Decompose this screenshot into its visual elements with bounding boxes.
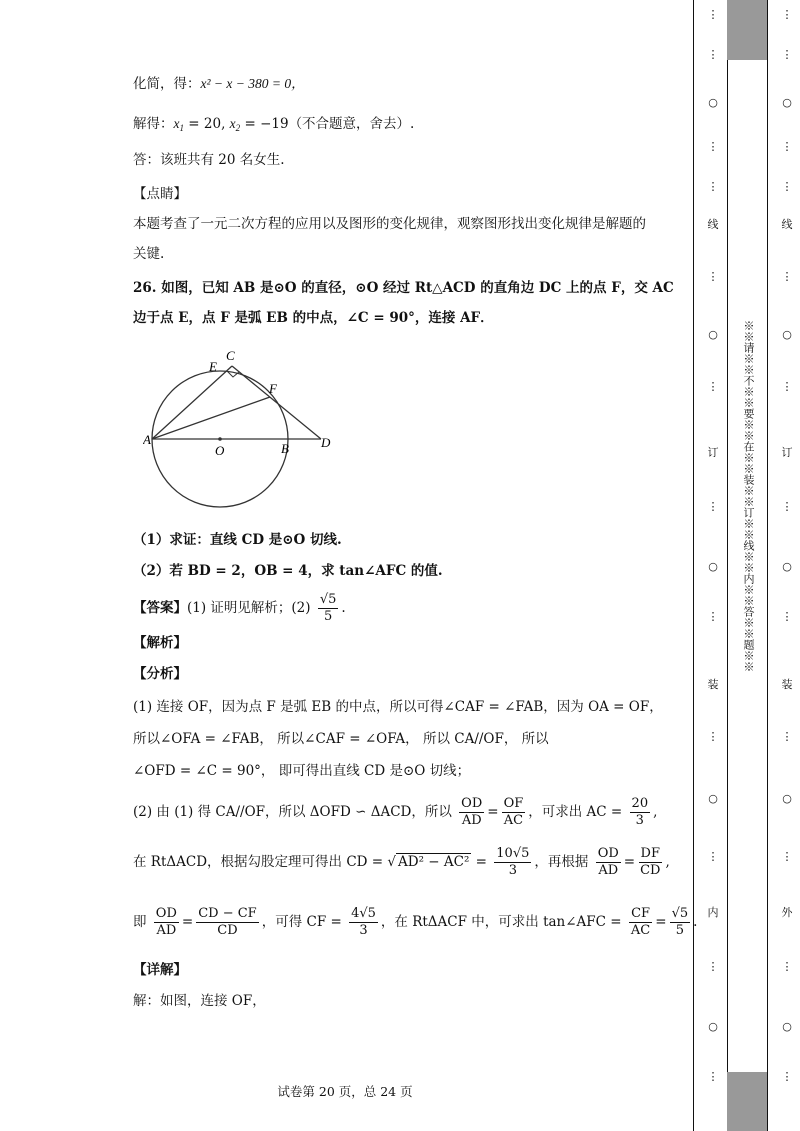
inner-label-xian: 线 [707,218,719,231]
binding-warning-text: ※※请※※不※※要※※在※※装※※订※※线※※内※※答※※题※※ [742,320,755,672]
dianjing-heading: 【点睛】 [133,186,187,202]
inner-label-ding: 订 [707,446,719,459]
inner-label-nei: 内 [707,906,719,919]
simplify-line: 化简，得：x² − x − 380 = 0， [133,76,305,92]
jiexi-heading: 【解析】 [133,635,187,651]
answer-row: 【答案】(1) 证明见解析；(2) $\frac{√5}{5}$ . [133,592,346,624]
fenxi-heading: 【分析】 [133,666,187,682]
analysis-line-1: (1) 连接 OF，因为点 F 是弧 EB 的中点，所以可得∠CAF = ∠FAB，因为 OA = OF， [133,699,663,715]
segment-af [152,397,270,439]
gray-panel-bottom [727,1072,767,1131]
xiangjie-heading: 【详解】 [133,962,187,978]
solution-start: 解：如图，连接 OF， [133,993,266,1009]
binding-column-inner: ⋮ ⋮ ○ ⋮ ⋮ 线 ⋮ ○ ⋮ 订 ⋮ ○ ⋮ 装 ⋮ ○ ⋮ 内 ⋮ ○ ⋮ [707,8,719,1083]
dianjing-text-2: 关键. [133,246,165,262]
label-d: D [321,435,331,450]
outer-label-ding: 订 [781,446,793,459]
analysis-line-3: ∠OFD = ∠C = 90°， 即可得出直线 CD 是⊙O 切线； [133,763,471,779]
dianjing-text-1: 本题考查了一元二次方程的应用以及图形的变化规律，观察图形找出变化规律是解题的 [133,216,646,232]
analysis-line-2: 所以∠OFA = ∠FAB， 所以∠CAF = ∠OFA， 所以 CA//OF， 所以 [133,731,549,747]
inner-label-zhuang: 装 [707,678,719,691]
binding-column-outer: ⋮ ⋮ ○ ⋮ ⋮ 线 ⋮ ○ ⋮ 订 ⋮ ○ ⋮ 装 ⋮ ○ ⋮ 外 ⋮ ○ ⋮ [781,8,793,1083]
geometry-figure [143,343,343,513]
analysis-line-5: 在 RtΔACD，根据勾股定理可得出 CD = √ AD² − AC² = $\frac{10√5}{3}$ ，再根据 $\frac{OD}{AD}$ = $\frac{DF}{CD}$ , [133,846,670,878]
label-b: B [281,441,289,456]
outer-label-xian: 线 [781,218,793,231]
gray-panel-top [727,0,767,60]
outer-label-wai: 外 [781,906,793,919]
label-a: A [143,432,151,447]
analysis-line-6: 即 $\frac{OD}{AD}$ = $\frac{CD - CF}{CD}$ ，可得 CF = $\frac{4√5}{3}$ ，在 RtΔACF 中，可求出 tan∠AFC = $\frac{CF}{AC}$ = $\frac{√5}{5}$ . [133,906,698,938]
segment-cd [232,366,321,439]
label-e: E [209,359,217,374]
answer-line: 答：该班共有 20 名女生. [133,152,285,168]
solve-line: 解得：$x_1 = 20$, $x_2 = -19$（不合题意，舍去）. [133,116,415,133]
label-f: F [269,381,277,396]
question-26-line-1: 26. 如图，已知 AB 是⊙O 的直径，⊙O 经过 Rt△ACD 的直角边 DC 上的点 F，交 AC [133,280,674,296]
question-26-line-2: 边于点 E，点 F 是弧 EB 的中点，∠C = 90°，连接 AF． [133,310,494,326]
sub-question-2: （2）若 BD = 2，OB = 4，求 tan∠AFC 的值. [133,563,443,579]
binding-border-mid [727,0,728,1131]
analysis-line-4: (2) 由 (1) 得 CA//OF，所以 ΔOFD ∽ ΔACD，所以 $\frac{OD}{AD}$ = $\frac{OF}{AC}$ ，可求出 AC = $\frac{20}{3}$ , [133,796,658,828]
sub-question-1: （1）求证：直线 CD 是⊙O 切线. [133,532,342,548]
question-number: 26. [133,280,157,296]
binding-border-right [767,0,768,1131]
label-o: O [215,443,225,458]
outer-label-zhuang: 装 [781,678,793,691]
center-point [218,437,222,441]
page-footer: 试卷第 20 页，总 24 页 [277,1084,413,1099]
label-c: C [226,348,235,363]
binding-border-left [693,0,694,1131]
